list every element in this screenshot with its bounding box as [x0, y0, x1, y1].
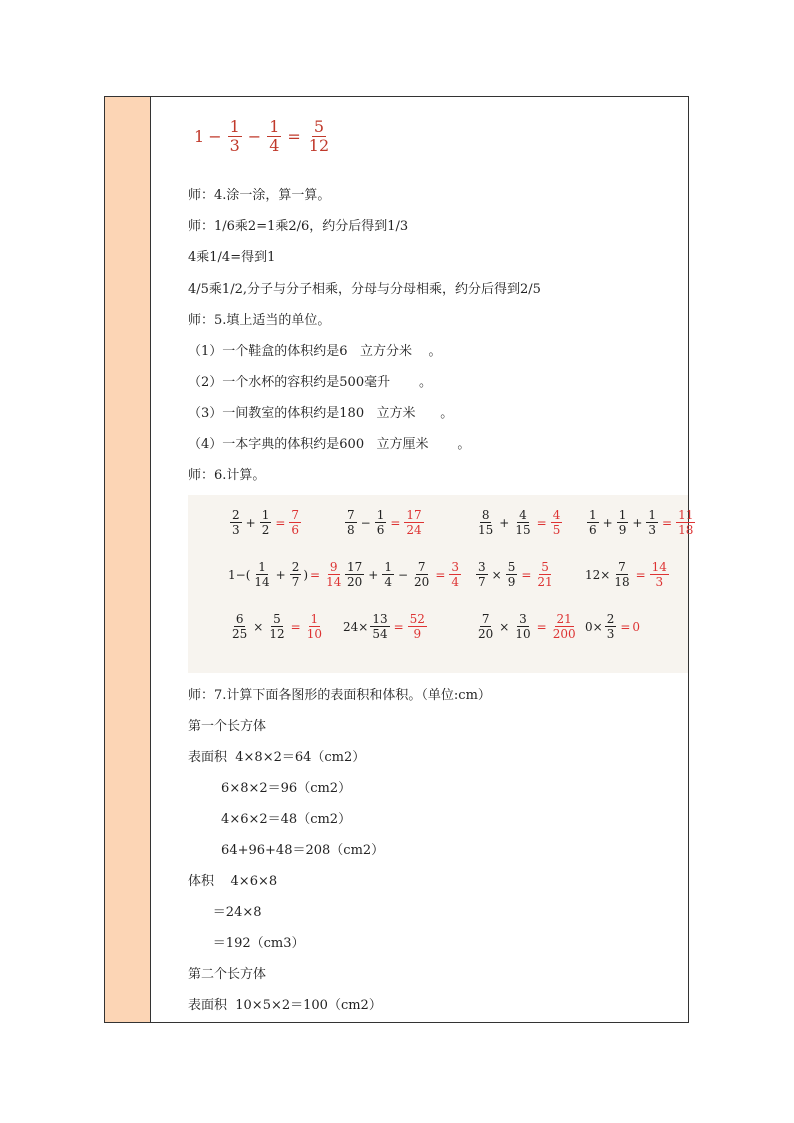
numerator: 1: [258, 560, 266, 574]
fraction: [617, 509, 629, 536]
fraction: [290, 561, 302, 588]
answer-fraction: [551, 509, 563, 536]
denominator: 8: [347, 523, 355, 537]
operator: −: [360, 515, 371, 530]
fraction: [230, 509, 242, 536]
fraction: [513, 613, 532, 640]
denominator: 4: [384, 575, 392, 589]
numerator: 17: [406, 508, 422, 522]
prefix: 12×: [585, 567, 611, 582]
whole-number: 1: [194, 127, 205, 146]
equals: =: [435, 567, 446, 582]
fraction: [345, 509, 357, 536]
text-line: 第一个长方体: [188, 719, 267, 734]
answer-fraction: [289, 509, 301, 536]
answer-fraction: [408, 613, 427, 640]
denominator: 20: [347, 575, 363, 589]
numerator: 8: [481, 508, 490, 522]
denominator: 3: [655, 575, 664, 589]
fraction: [228, 119, 242, 154]
numerator: 52: [409, 612, 425, 626]
text-line: 6×8×2＝96（cm2）: [188, 781, 352, 796]
numerator: 1: [384, 560, 392, 574]
equals: =: [635, 567, 646, 582]
numerator: 4: [519, 508, 527, 522]
calc-item: [228, 509, 303, 536]
text-line: 4乘1/4=得到1: [188, 250, 276, 265]
prefix: 0×: [585, 619, 603, 634]
answer-fraction: [535, 561, 554, 588]
answer-fraction: [404, 509, 423, 536]
answer-fraction: [449, 561, 461, 588]
numerator: 7: [618, 560, 626, 574]
numerator: 1: [261, 508, 270, 522]
denominator: 6: [376, 523, 385, 537]
fraction: [307, 119, 331, 154]
calc-item: [585, 613, 640, 640]
numerator: 1: [310, 612, 319, 626]
denominator: 54: [372, 627, 388, 641]
equals: =: [536, 619, 547, 634]
numerator: 14: [651, 560, 667, 574]
text-line: ＝24×8: [188, 905, 262, 920]
operator: +: [245, 515, 256, 530]
equals: =: [287, 127, 301, 146]
numerator: 5: [507, 560, 516, 574]
operator: −: [247, 127, 262, 146]
calc-item: [585, 509, 697, 536]
text-line: （3）一间教室的体积约是180 立方米 。: [188, 406, 454, 421]
fraction: [587, 509, 599, 536]
text-line: 64+96+48＝208（cm2）: [188, 843, 385, 858]
denominator: 6: [589, 523, 597, 537]
denominator: 3: [606, 627, 615, 641]
lesson-table: [104, 96, 694, 1023]
numerator: 1: [229, 117, 240, 136]
answer-fraction: [324, 561, 343, 588]
prefix: 1−(: [228, 567, 251, 582]
numerator: 3: [478, 560, 486, 574]
operator: ×: [253, 619, 264, 634]
fraction: [506, 561, 518, 588]
denominator: 18: [614, 575, 630, 589]
denominator: 21: [537, 575, 553, 589]
text-line: 第二个长方体: [188, 967, 267, 982]
equals: =: [310, 567, 321, 582]
numerator: 1: [269, 117, 280, 136]
denominator: 24: [406, 523, 422, 537]
text-line: 4/5乘1/2,分子与分子相乘，分母与分母相乘，约分后得到2/5: [188, 282, 541, 297]
operator: ×: [491, 567, 502, 582]
equals: =: [536, 515, 547, 530]
operator: +: [602, 515, 613, 530]
fraction: [375, 509, 387, 536]
text-line: 表面积 4×8×2＝64（cm2）: [188, 750, 366, 765]
equals: =: [390, 515, 401, 530]
denominator: 20: [414, 575, 430, 589]
numerator: 17: [347, 560, 363, 574]
text-line: 师：6.计算。: [188, 468, 266, 483]
denominator: 15: [478, 523, 494, 537]
answer-fraction: [650, 561, 669, 588]
operator: −: [397, 567, 409, 582]
text-line: ＝192（cm3）: [188, 936, 305, 951]
prefix: 24×: [343, 619, 369, 634]
answer-fraction: [305, 613, 324, 640]
calc-item: [474, 509, 564, 536]
denominator: 14: [326, 575, 342, 589]
fraction: [605, 613, 617, 640]
fraction: [476, 561, 488, 588]
fraction: [345, 561, 364, 588]
denominator: 9: [507, 575, 516, 589]
calculation-panel: [188, 495, 694, 673]
denominator: 18: [678, 523, 694, 537]
numerator: 9: [329, 560, 338, 574]
fraction: [267, 119, 281, 154]
denominator: 6: [291, 523, 300, 537]
text-line: 表面积 10×5×2＝100（cm2）: [188, 998, 382, 1013]
numerator: 2: [291, 560, 300, 574]
numerator: 5: [273, 612, 281, 626]
equals: =: [393, 619, 404, 634]
numerator: 13: [372, 612, 388, 626]
text-line: 师：5.填上适当的单位。: [188, 313, 331, 328]
operator: +: [368, 567, 379, 582]
operator: −: [208, 127, 222, 146]
text-line: 4×6×2＝48（cm2）: [188, 812, 352, 827]
denominator: 20: [478, 627, 494, 641]
top-equation: [194, 119, 333, 154]
calc-item: [228, 613, 326, 640]
calc-item: [474, 613, 580, 640]
denominator: 12: [269, 627, 285, 641]
equals: =: [662, 515, 673, 530]
equals: =: [290, 619, 301, 634]
text-line: （1）一个鞋盒的体积约是6 立方分米 。: [188, 344, 442, 359]
denominator: 12: [308, 136, 330, 155]
numerator: 2: [232, 508, 240, 522]
numerator: 3: [451, 560, 460, 574]
fraction: [646, 509, 658, 536]
fraction: [230, 613, 249, 640]
denominator: 25: [232, 627, 248, 641]
fraction: [382, 561, 394, 588]
numerator: 21: [556, 612, 572, 626]
numerator: 3: [519, 612, 527, 626]
answer-fraction: [551, 613, 578, 640]
operator: ×: [499, 619, 510, 634]
denominator: 9: [618, 523, 627, 537]
calc-item: [343, 613, 429, 640]
fraction: [252, 561, 271, 588]
numerator: 7: [481, 612, 490, 626]
numerator: 7: [347, 508, 355, 522]
numerator: 5: [541, 560, 549, 574]
fraction: [260, 509, 272, 536]
denominator: 7: [478, 575, 486, 589]
text-line: 师：7.计算下面各图形的表面积和体积。（单位:cm）: [188, 688, 491, 703]
operator: +: [499, 515, 510, 530]
fraction: [267, 613, 286, 640]
denominator: 10: [306, 627, 322, 641]
denominator: 15: [515, 523, 531, 537]
denominator: 3: [648, 523, 657, 537]
fraction: [513, 509, 532, 536]
content-cell: [151, 97, 694, 1022]
answer-value: 0: [632, 619, 641, 634]
answer-fraction: [676, 509, 695, 536]
numerator: 7: [417, 560, 426, 574]
text-line: （2）一个水杯的容积约是500毫升 。: [188, 375, 433, 390]
fraction: [370, 613, 389, 640]
denominator: 3: [229, 136, 240, 155]
equals: =: [521, 567, 532, 582]
denominator: 7: [291, 575, 300, 589]
calc-item: [474, 561, 557, 588]
denominator: 4: [269, 136, 280, 155]
equals: =: [620, 619, 631, 634]
denominator: 10: [515, 627, 531, 641]
denominator: 4: [451, 575, 460, 589]
numerator: 1: [589, 508, 597, 522]
calc-item: [228, 561, 345, 588]
calc-item: [343, 509, 426, 536]
equals: =: [275, 515, 286, 530]
text-line: 师：1/6乘2=1乘2/6，约分后得到1/3: [188, 219, 409, 234]
left-column: [105, 97, 151, 1022]
numerator: 1: [648, 508, 657, 522]
numerator: 6: [235, 612, 244, 626]
numerator: 5: [313, 117, 325, 136]
denominator: 200: [552, 627, 576, 641]
fraction: [612, 561, 631, 588]
numerator: 1: [618, 508, 627, 522]
fraction: [476, 613, 495, 640]
denominator: 14: [254, 575, 270, 589]
numerator: 11: [678, 508, 694, 522]
denominator: 2: [261, 523, 270, 537]
calc-item: [585, 561, 671, 588]
text-line: 师：4.涂一涂，算一算。: [188, 188, 331, 203]
fraction: [476, 509, 495, 536]
denominator: 5: [552, 523, 561, 537]
calc-item: [343, 561, 463, 588]
suffix: ): [303, 567, 309, 582]
numerator: 1: [376, 508, 385, 522]
text-line: 体积 4×6×8: [188, 874, 278, 889]
operator: +: [275, 567, 286, 582]
numerator: 7: [291, 508, 300, 522]
operator: +: [632, 515, 643, 530]
denominator: 9: [413, 627, 422, 641]
numerator: 4: [552, 508, 561, 522]
text-line: （4）一本字典的体积约是600 立方厘米 。: [188, 437, 471, 452]
fraction: [412, 561, 431, 588]
numerator: 2: [606, 612, 615, 626]
denominator: 3: [232, 523, 240, 537]
